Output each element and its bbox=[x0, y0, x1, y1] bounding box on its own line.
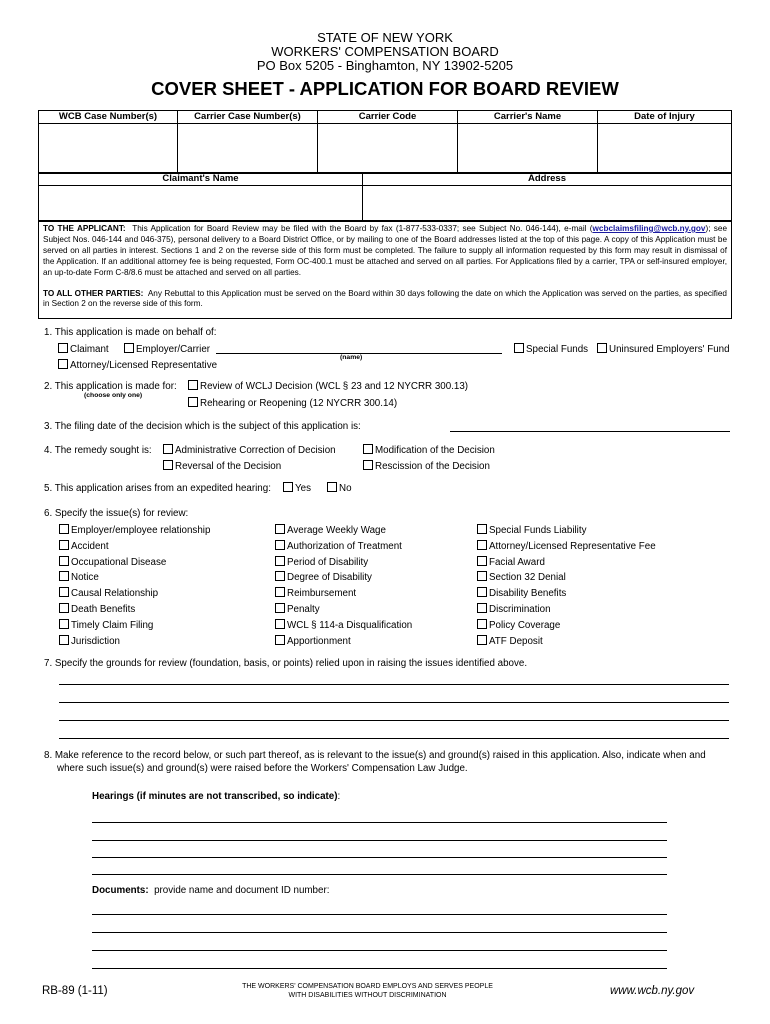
q1-employer-label: Employer/Carrier bbox=[136, 344, 211, 355]
issue-option[interactable] bbox=[477, 635, 543, 648]
issue-label: ATF Deposit bbox=[489, 635, 543, 647]
issue-option[interactable] bbox=[59, 571, 99, 584]
claimant-table bbox=[38, 172, 732, 222]
checkbox[interactable] bbox=[59, 571, 69, 581]
issue-option[interactable] bbox=[275, 540, 402, 553]
issue-option[interactable] bbox=[59, 619, 153, 632]
q4-label: 4. The remedy sought is: bbox=[44, 445, 152, 456]
q1-name-caption: (name) bbox=[340, 354, 363, 361]
checkbox[interactable] bbox=[59, 603, 69, 613]
issue-label: Period of Disability bbox=[287, 556, 369, 568]
issue-option[interactable] bbox=[59, 635, 120, 648]
carrier-code-header: Carrier Code bbox=[318, 111, 457, 124]
issue-option[interactable] bbox=[59, 556, 166, 569]
documents-instructions: provide name and document ID number: bbox=[154, 885, 330, 896]
others-notice bbox=[43, 289, 727, 311]
checkbox[interactable] bbox=[477, 603, 487, 613]
checkbox[interactable] bbox=[363, 460, 373, 470]
documents-line[interactable] bbox=[92, 968, 667, 969]
checkbox[interactable] bbox=[59, 587, 69, 597]
issue-label: Penalty bbox=[287, 604, 320, 615]
agency-address: PO Box 5205 - Binghamton, NY 13902-5205 bbox=[256, 58, 514, 73]
checkbox[interactable] bbox=[59, 635, 69, 645]
q7-label: 7. Specify the grounds for review (foundation, basis, or points) relied upon in raising the issues identified above. bbox=[44, 658, 528, 669]
hearings-line[interactable] bbox=[92, 840, 667, 841]
issue-label: Accident bbox=[71, 540, 109, 552]
applicant-notice bbox=[43, 224, 727, 279]
issue-label: Death Benefits bbox=[71, 604, 136, 615]
applicant-text-2: ); see Subject Nos. 046-144 and 046-375), personal delivery to a Board District Office, or by mailing to one of the Board addresses listed at the top of this page. A copy of this Application must be served on all parties in interest. Sections 1 and 2 on the reverse side of this form must be completed. The failure to supply all information requested by this form may result in dismissal of the Application. If an additional attorney fee is being requested, Form OC-400.1 must be attached and served on all parties. For Applications filed by a carrier, TPA or self-insured employer, an up-to-date Form C-8/8.6 must be attached and served on all parties. bbox=[43, 224, 728, 277]
hearings-colon: : bbox=[337, 791, 341, 802]
documents-line[interactable] bbox=[92, 914, 667, 915]
issue-option[interactable] bbox=[59, 587, 158, 600]
q7-answer-line[interactable] bbox=[59, 684, 729, 685]
issue-option[interactable] bbox=[275, 556, 368, 569]
checkbox[interactable] bbox=[124, 343, 134, 353]
q8-label-line2: where such issue(s) and ground(s) were raised before the Workers' Compensation Law Judge. bbox=[57, 763, 468, 774]
form-title: COVER SHEET - APPLICATION FOR BOARD REVIEW bbox=[151, 78, 619, 99]
issue-label: Reimbursement bbox=[287, 588, 357, 600]
checkbox[interactable] bbox=[514, 343, 524, 353]
issue-option[interactable] bbox=[275, 587, 356, 600]
issue-label: Jurisdiction bbox=[71, 635, 121, 647]
carrier-code-field[interactable] bbox=[318, 124, 457, 173]
q5-yes-option[interactable] bbox=[283, 482, 311, 495]
issue-label: Policy Coverage bbox=[489, 619, 561, 631]
issue-option[interactable] bbox=[59, 524, 210, 537]
issue-option[interactable] bbox=[477, 556, 545, 569]
q2-review-label: Review of WCLJ Decision (WCL § 23 and 12 NYCRR 300.13) bbox=[200, 381, 469, 392]
address-header: Address bbox=[363, 173, 731, 186]
checkbox[interactable] bbox=[59, 540, 69, 550]
checkbox[interactable] bbox=[275, 603, 285, 613]
checkbox[interactable] bbox=[59, 619, 69, 629]
issue-option[interactable] bbox=[477, 571, 566, 584]
carrier-case-field[interactable] bbox=[178, 124, 317, 173]
checkbox[interactable] bbox=[327, 482, 337, 492]
q2-review-option[interactable] bbox=[188, 380, 468, 393]
carrier-name-field[interactable] bbox=[458, 124, 597, 173]
checkbox[interactable] bbox=[163, 460, 173, 470]
checkbox[interactable] bbox=[477, 571, 487, 581]
q5-label: 5. This application arises from an expedited hearing: bbox=[44, 483, 271, 494]
issue-option[interactable] bbox=[275, 635, 351, 648]
hearings-label bbox=[92, 791, 340, 803]
q4-rescission-label: Rescission of the Decision bbox=[375, 461, 490, 472]
issue-option[interactable] bbox=[275, 524, 386, 537]
issue-label: WCL § 114-a Disqualification bbox=[287, 619, 413, 631]
issue-option[interactable] bbox=[477, 587, 566, 600]
q1-employer-option[interactable] bbox=[124, 343, 210, 356]
issue-label: Facial Award bbox=[489, 556, 545, 568]
q2-choose-caption: (choose only one) bbox=[84, 392, 143, 399]
documents-line[interactable] bbox=[92, 932, 667, 933]
q7-answer-line[interactable] bbox=[59, 720, 729, 721]
q4-modification-option[interactable] bbox=[363, 444, 495, 457]
issue-label: Employer/employee relationship bbox=[71, 525, 211, 536]
carrier-name-header: Carrier's Name bbox=[458, 111, 597, 124]
wcb-case-field[interactable] bbox=[39, 124, 177, 173]
issue-label: Special Funds Liability bbox=[489, 525, 587, 536]
issue-label: Causal Relationship bbox=[71, 588, 159, 600]
q7-answer-line[interactable] bbox=[59, 738, 729, 739]
website-link[interactable]: www.wcb.ny.gov bbox=[610, 985, 695, 997]
hearings-title: Hearings (if minutes are not transcribed, so indicate) bbox=[92, 791, 338, 802]
q4-reversal-label: Reversal of the Decision bbox=[175, 461, 282, 472]
documents-title: Documents: bbox=[92, 885, 149, 896]
q1-uninsured-option[interactable] bbox=[597, 343, 730, 356]
others-text: Any Rebuttal to this Application must be served on the Board within 30 days following the date on which the Application was served on the parties, as specified in Section 2 on the reverse side of this form. bbox=[43, 288, 727, 309]
q3-label: 3. The filing date of the decision which is the subject of this application is: bbox=[44, 421, 361, 432]
issue-label: Discrimination bbox=[489, 604, 551, 615]
q5-no-label: No bbox=[339, 483, 352, 494]
checkbox[interactable] bbox=[59, 556, 69, 566]
checkbox[interactable] bbox=[275, 556, 285, 566]
q4-reversal-option[interactable] bbox=[163, 460, 281, 473]
q5-yes-label: Yes bbox=[295, 483, 311, 494]
q4-rescission-option[interactable] bbox=[363, 460, 490, 473]
q6-label: 6. Specify the issue(s) for review: bbox=[44, 508, 189, 519]
carrier-case-header: Carrier Case Number(s) bbox=[178, 111, 317, 124]
q1-special-funds-option[interactable] bbox=[514, 343, 588, 356]
applicant-label: TO THE APPLICANT: bbox=[43, 224, 126, 233]
q1-attorney-label: Attorney/Licensed Representative bbox=[70, 360, 218, 371]
q4-modification-label: Modification of the Decision bbox=[375, 445, 495, 456]
issue-label: Section 32 Denial bbox=[489, 572, 566, 584]
issue-label: Timely Claim Filing bbox=[71, 619, 154, 631]
q5-no-option[interactable] bbox=[327, 482, 352, 495]
issue-label: Disability Benefits bbox=[489, 588, 567, 600]
checkbox[interactable] bbox=[275, 635, 285, 645]
checkbox[interactable] bbox=[275, 540, 285, 550]
issue-option[interactable] bbox=[275, 619, 412, 632]
email-link[interactable]: wcbclaimsfiling@wcb.ny.gov bbox=[592, 224, 706, 233]
q1-claimant-label: Claimant bbox=[70, 344, 109, 355]
q4-correction-option[interactable] bbox=[163, 444, 336, 457]
agency-state: STATE OF NEW YORK bbox=[317, 30, 453, 45]
hearings-line[interactable] bbox=[92, 874, 667, 875]
checkbox[interactable] bbox=[363, 444, 373, 454]
issue-label: Authorization of Treatment bbox=[287, 540, 402, 552]
q2-rehearing-label: Rehearing or Reopening (12 NYCRR 300.14) bbox=[200, 398, 398, 409]
issue-option[interactable] bbox=[477, 540, 656, 553]
issue-label: Attorney/Licensed Representative Fee bbox=[489, 540, 656, 552]
date-injury-field[interactable] bbox=[598, 124, 731, 173]
checkbox[interactable] bbox=[188, 380, 198, 390]
q1-special-funds-label: Special Funds bbox=[526, 344, 589, 355]
agency-name: WORKERS' COMPENSATION BOARD bbox=[271, 44, 499, 59]
documents-line[interactable] bbox=[92, 950, 667, 951]
issue-label: Notice bbox=[71, 572, 99, 584]
footer-statement-2: WITH DISABILITIES WITHOUT DISCRIMINATION bbox=[288, 992, 447, 999]
checkbox[interactable] bbox=[58, 343, 68, 353]
q2-label: 2. This application is made for: bbox=[44, 381, 177, 392]
issue-label: Occupational Disease bbox=[71, 556, 167, 568]
checkbox[interactable] bbox=[477, 587, 487, 597]
documents-label bbox=[92, 885, 329, 897]
q1-uninsured-label: Uninsured Employers' Fund bbox=[609, 344, 730, 355]
checkbox[interactable] bbox=[275, 571, 285, 581]
q1-label: 1. This application is made on behalf of: bbox=[44, 327, 217, 338]
q1-claimant-option[interactable] bbox=[58, 343, 109, 356]
q4-correction-label: Administrative Correction of Decision bbox=[175, 445, 336, 456]
issue-label: Degree of Disability bbox=[287, 572, 372, 584]
form-number: RB-89 (1-11) bbox=[42, 985, 108, 997]
applicant-text-1: This Application for Board Review may be filed with the Board by fax (1-877-533-0337; see Subject No. 046-144), e-mail ( bbox=[132, 224, 593, 233]
issue-option[interactable] bbox=[275, 571, 372, 584]
hearings-line[interactable] bbox=[92, 822, 667, 823]
checkbox[interactable] bbox=[188, 397, 198, 407]
issue-option[interactable] bbox=[59, 540, 109, 553]
others-label: TO ALL OTHER PARTIES: bbox=[43, 288, 144, 298]
case-info-table bbox=[38, 110, 732, 174]
footer-statement-1: THE WORKERS' COMPENSATION BOARD EMPLOYS AND SERVES PEOPLE bbox=[242, 983, 493, 990]
checkbox[interactable] bbox=[275, 524, 285, 534]
issue-label: Average Weekly Wage bbox=[287, 525, 386, 536]
claimant-name-header: Claimant's Name bbox=[39, 173, 362, 186]
issue-option[interactable] bbox=[477, 524, 586, 537]
q1-attorney-option[interactable] bbox=[58, 359, 217, 372]
issue-option[interactable] bbox=[477, 603, 551, 616]
notice-box bbox=[38, 220, 732, 319]
checkbox[interactable] bbox=[59, 524, 69, 534]
checkbox[interactable] bbox=[477, 556, 487, 566]
checkbox[interactable] bbox=[477, 524, 487, 534]
checkbox[interactable] bbox=[283, 482, 293, 492]
checkbox[interactable] bbox=[58, 359, 68, 369]
checkbox[interactable] bbox=[477, 540, 487, 550]
issue-option[interactable] bbox=[477, 619, 560, 632]
address-field[interactable] bbox=[363, 186, 731, 221]
wcb-case-header: WCB Case Number(s) bbox=[39, 111, 177, 124]
issue-option[interactable] bbox=[275, 603, 320, 616]
issue-label: Apportionment bbox=[287, 635, 351, 647]
checkbox[interactable] bbox=[477, 635, 487, 645]
q8-label-line1: 8. Make reference to the record below, or such part thereof, as is relevant to the issue(s) and ground(s) raised in this application. Also, indicate when and bbox=[44, 750, 706, 761]
q3-date-line[interactable] bbox=[450, 431, 730, 432]
hearings-line[interactable] bbox=[92, 857, 667, 858]
q2-rehearing-option[interactable] bbox=[188, 397, 397, 410]
claimant-name-field[interactable] bbox=[39, 186, 362, 221]
checkbox[interactable] bbox=[597, 343, 607, 353]
checkbox[interactable] bbox=[275, 587, 285, 597]
date-injury-header: Date of Injury bbox=[598, 111, 731, 124]
issue-option[interactable] bbox=[59, 603, 135, 616]
checkbox[interactable] bbox=[477, 619, 487, 629]
q7-answer-line[interactable] bbox=[59, 702, 729, 703]
checkbox[interactable] bbox=[163, 444, 173, 454]
checkbox[interactable] bbox=[275, 619, 285, 629]
